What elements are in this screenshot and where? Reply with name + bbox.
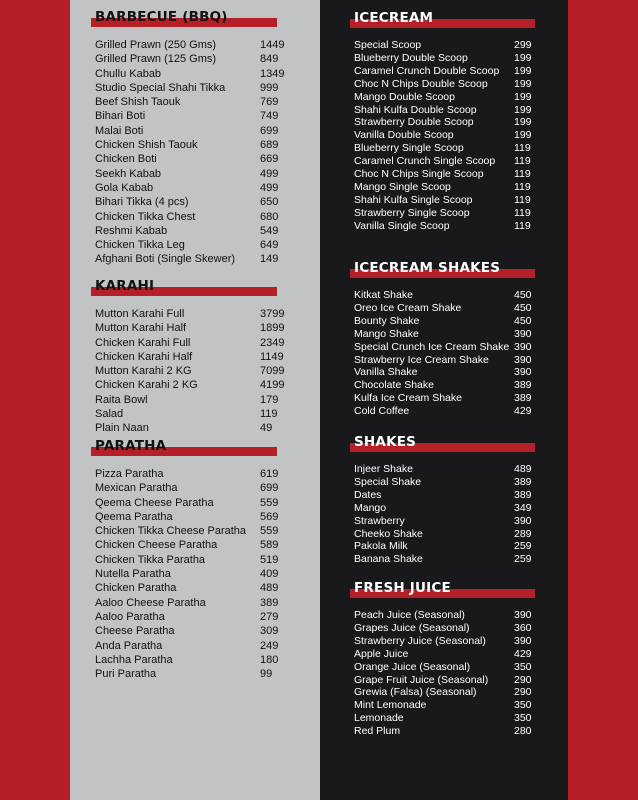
- item-name: Chicken Boti: [95, 153, 157, 166]
- section-bbq: [95, 8, 290, 267]
- item-name: Aaloo Paratha: [95, 610, 165, 623]
- item-name: Mango: [354, 501, 387, 514]
- item-list: [95, 38, 290, 267]
- menu-item: [354, 341, 540, 354]
- item-name: Chicken Shish Taouk: [95, 139, 198, 152]
- item-name: Cheese Paratha: [95, 625, 175, 638]
- section-title: BARBECUE (BBQ): [95, 9, 228, 25]
- menu-item: [354, 379, 540, 392]
- item-price: 429: [514, 647, 532, 660]
- item-price: 389: [514, 475, 532, 488]
- menu-item: [95, 467, 290, 481]
- menu-item: [354, 366, 540, 379]
- item-name: Vanilla Shake: [354, 366, 418, 379]
- item-name: Bihari Tikka (4 pcs): [95, 196, 189, 209]
- item-name: Banana Shake: [354, 553, 423, 566]
- item-name: Special Scoop: [354, 39, 422, 51]
- item-name: Vanilla Single Scoop: [354, 219, 450, 232]
- item-price: 559: [260, 496, 279, 509]
- item-price: 149: [260, 253, 279, 266]
- item-price: 259: [514, 553, 532, 566]
- item-price: 259: [514, 540, 532, 553]
- item-price: 290: [514, 686, 532, 699]
- menu-item: [354, 289, 540, 302]
- menu-item: [95, 167, 290, 181]
- menu-item: [95, 639, 290, 653]
- item-name: Shahi Kulfa Double Scoop: [354, 103, 477, 116]
- item-price: 499: [260, 167, 279, 180]
- item-name: Lachha Paratha: [95, 653, 173, 666]
- item-price: 290: [514, 673, 532, 686]
- menu-item: [354, 65, 540, 78]
- section-heading: [354, 9, 540, 31]
- menu-item: [95, 610, 290, 624]
- menu-item: [354, 635, 540, 648]
- menu-item: [95, 238, 290, 252]
- section-heading: [354, 259, 540, 281]
- menu-item: [95, 538, 290, 552]
- item-price: 199: [514, 116, 532, 129]
- item-name: Mint Lemonade: [354, 699, 427, 712]
- item-name: Qeema Cheese Paratha: [95, 496, 214, 509]
- item-price: 589: [260, 539, 279, 552]
- item-name: Mutton Karahi Full: [95, 308, 185, 320]
- section-title: PARATHA: [95, 438, 167, 454]
- menu-item: [354, 104, 540, 117]
- menu-item: [354, 553, 540, 566]
- menu-item: [95, 624, 290, 638]
- item-price: 409: [260, 568, 279, 581]
- item-price: 199: [514, 129, 532, 142]
- menu-item: [354, 405, 540, 418]
- section-heading: [354, 579, 540, 601]
- menu-item: [354, 622, 540, 635]
- item-list: [354, 609, 540, 738]
- menu-item: [95, 350, 290, 364]
- menu-item: [95, 667, 290, 681]
- menu-item: [354, 540, 540, 553]
- menu-item: [354, 194, 540, 207]
- item-name: Grewia (Falsa) (Seasonal): [354, 686, 477, 699]
- item-price: 350: [514, 712, 532, 725]
- item-price: 489: [260, 582, 279, 595]
- menu-item: [95, 181, 290, 195]
- item-price: 119: [514, 219, 531, 232]
- item-name: Bounty Shake: [354, 314, 420, 327]
- item-price: 3799: [260, 308, 285, 320]
- item-name: Pakola Milk: [354, 540, 408, 553]
- item-name: Kulfa Ice Cream Shake: [354, 392, 462, 405]
- item-name: Chicken Karahi Full: [95, 336, 191, 349]
- menu-item: [354, 609, 540, 622]
- item-name: Blueberry Double Scoop: [354, 51, 468, 64]
- item-name: Aaloo Cheese Paratha: [95, 596, 206, 609]
- menu-item: [354, 699, 540, 712]
- item-price: 249: [260, 639, 279, 652]
- menu-item: [354, 129, 540, 142]
- item-name: Seekh Kabab: [95, 167, 162, 180]
- item-name: Afghani Boti (Single Skewer): [95, 253, 236, 266]
- item-name: Chullu Kabab: [95, 67, 162, 80]
- menu-item: [354, 142, 540, 155]
- menu-item: [354, 725, 540, 738]
- menu-item: [95, 364, 290, 378]
- item-price: 199: [514, 51, 532, 64]
- menu-item: [95, 496, 290, 510]
- section-heading: [95, 277, 290, 299]
- section-title: KARAHI: [95, 278, 155, 294]
- menu-item: [95, 307, 290, 321]
- item-price: 390: [514, 609, 532, 621]
- item-price: 699: [260, 124, 279, 137]
- section-shakes: [354, 433, 540, 566]
- item-name: Salad: [95, 408, 124, 421]
- item-price: 429: [514, 405, 532, 418]
- item-price: 1899: [260, 322, 285, 335]
- item-price: 4199: [260, 379, 285, 392]
- menu-item: [95, 553, 290, 567]
- item-price: 199: [514, 77, 532, 90]
- item-price: 99: [260, 668, 273, 681]
- item-name: Puri Paratha: [95, 668, 157, 681]
- menu-item: [354, 302, 540, 315]
- item-name: Injeer Shake: [354, 463, 413, 475]
- item-price: 559: [260, 525, 279, 538]
- item-name: Mutton Karahi Half: [95, 322, 187, 335]
- item-name: Special Shake: [354, 475, 422, 488]
- item-name: Mango Single Scoop: [354, 180, 451, 193]
- menu-item: [95, 138, 290, 152]
- item-name: Cheeko Shake: [354, 527, 423, 540]
- item-name: Chicken Karahi Half: [95, 350, 193, 363]
- item-name: Reshmi Kabab: [95, 224, 168, 237]
- section-karahi: [95, 277, 290, 436]
- item-price: 999: [260, 81, 279, 94]
- menu-item: [95, 224, 290, 238]
- menu-item: [354, 648, 540, 661]
- menu-item: [95, 321, 290, 335]
- item-price: 390: [514, 353, 532, 366]
- item-price: 280: [514, 725, 532, 738]
- item-price: 119: [260, 408, 278, 421]
- menu-item: [354, 476, 540, 489]
- item-name: Orange Juice (Seasonal): [354, 660, 471, 673]
- item-price: 1449: [260, 39, 285, 51]
- item-price: 299: [514, 39, 532, 51]
- item-price: 849: [260, 53, 279, 66]
- item-name: Chicken Karahi 2 KG: [95, 379, 198, 392]
- item-price: 450: [514, 301, 532, 314]
- menu-item: [95, 510, 290, 524]
- item-name: Anda Paratha: [95, 639, 163, 652]
- item-price: 349: [514, 501, 532, 514]
- item-name: Studio Special Shahi Tikka: [95, 81, 226, 94]
- item-name: Vanilla Double Scoop: [354, 129, 454, 142]
- item-name: Mango Shake: [354, 327, 419, 340]
- menu-item: [354, 515, 540, 528]
- menu-item: [354, 315, 540, 328]
- section-paratha: [95, 437, 290, 681]
- menu-item: [95, 81, 290, 95]
- item-price: 360: [514, 621, 532, 634]
- menu-item: [354, 463, 540, 476]
- item-price: 119: [514, 155, 531, 168]
- item-name: Gola Kabab: [95, 181, 154, 194]
- item-price: 49: [260, 422, 273, 435]
- menu-item: [95, 95, 290, 109]
- menu-item: [354, 686, 540, 699]
- section-title: FRESH JUICE: [354, 580, 451, 596]
- item-price: 199: [514, 90, 532, 103]
- section-heading: [95, 8, 290, 30]
- item-name: Caramel Crunch Single Scoop: [354, 155, 496, 168]
- item-price: 549: [260, 224, 279, 237]
- item-price: 450: [514, 314, 532, 327]
- item-list: [95, 467, 290, 681]
- menu-item: [95, 393, 290, 407]
- item-price: 769: [260, 96, 279, 109]
- item-name: Strawberry Double Scoop: [354, 116, 474, 129]
- item-name: Malai Boti: [95, 124, 144, 137]
- item-name: Pizza Paratha: [95, 468, 164, 480]
- item-name: Mexican Paratha: [95, 482, 178, 495]
- item-name: Chicken Tikka Paratha: [95, 553, 206, 566]
- item-price: 1149: [260, 350, 284, 363]
- item-price: 199: [514, 64, 532, 77]
- item-name: Chicken Tikka Chest: [95, 210, 196, 223]
- item-name: Grilled Prawn (250 Gms): [95, 39, 217, 51]
- item-price: 450: [514, 289, 532, 301]
- item-name: Beef Shish Taouk: [95, 96, 181, 109]
- item-name: Mutton Karahi 2 KG: [95, 365, 192, 378]
- menu-item: [354, 674, 540, 687]
- item-name: Choc N Chips Single Scoop: [354, 168, 484, 181]
- item-name: Grapes Juice (Seasonal): [354, 621, 470, 634]
- item-price: 389: [514, 379, 532, 392]
- menu-item: [95, 195, 290, 209]
- item-name: Special Crunch Ice Cream Shake: [354, 340, 510, 353]
- item-price: 390: [514, 340, 532, 353]
- section-heading: [354, 433, 540, 455]
- section-heading: [95, 437, 290, 459]
- item-name: Mango Double Scoop: [354, 90, 455, 103]
- item-price: 2349: [260, 336, 285, 349]
- section-title: SHAKES: [354, 434, 417, 450]
- item-price: 389: [514, 488, 532, 501]
- menu-item: [95, 38, 290, 52]
- item-price: 519: [260, 553, 279, 566]
- item-price: 309: [260, 625, 279, 638]
- menu-item: [354, 328, 540, 341]
- item-name: Dates: [354, 488, 382, 501]
- item-price: 389: [260, 596, 279, 609]
- section-icecream-shakes: [354, 259, 540, 418]
- menu-item: [354, 502, 540, 515]
- menu-item: [354, 712, 540, 725]
- item-name: Apple Juice: [354, 647, 409, 660]
- menu-item: [354, 91, 540, 104]
- item-price: 350: [514, 699, 532, 712]
- item-name: Caramel Crunch Double Scoop: [354, 64, 500, 77]
- item-name: Lemonade: [354, 712, 404, 725]
- item-list: [354, 463, 540, 566]
- menu-item: [354, 181, 540, 194]
- item-name: Red Plum: [354, 725, 401, 738]
- item-name: Chicken Cheese Paratha: [95, 539, 218, 552]
- item-name: Shahi Kulfa Single Scoop: [354, 193, 473, 206]
- item-price: 649: [260, 239, 279, 252]
- item-price: 669: [260, 153, 279, 166]
- section-fresh-juice: [354, 579, 540, 738]
- section-title: ICECREAM SHAKES: [354, 260, 501, 276]
- menu-item: [354, 207, 540, 220]
- menu-item: [95, 481, 290, 495]
- item-name: Strawberry Ice Cream Shake: [354, 353, 489, 366]
- menu-item: [95, 210, 290, 224]
- item-price: 680: [260, 210, 279, 223]
- item-price: 119: [514, 193, 531, 206]
- menu-item: [95, 596, 290, 610]
- item-price: 390: [514, 327, 532, 340]
- item-name: Blueberry Single Scoop: [354, 142, 464, 155]
- item-price: 650: [260, 196, 279, 209]
- item-price: 180: [260, 653, 279, 666]
- item-name: Cold Coffee: [354, 405, 410, 418]
- menu-item: [95, 152, 290, 166]
- item-price: 749: [260, 110, 279, 123]
- item-price: 350: [514, 660, 532, 673]
- item-price: 689: [260, 139, 279, 152]
- menu-item: [95, 67, 290, 81]
- section-icecream: [354, 9, 540, 233]
- item-price: 489: [514, 463, 532, 475]
- menu-item: [95, 52, 290, 66]
- item-name: Chicken Tikka Leg: [95, 239, 185, 252]
- menu-item: [354, 528, 540, 541]
- item-price: 289: [514, 527, 532, 540]
- menu-item: [95, 336, 290, 350]
- menu-item: [95, 109, 290, 123]
- item-name: Raita Bowl: [95, 393, 148, 406]
- item-name: Strawberry Juice (Seasonal): [354, 634, 486, 647]
- menu-item: [354, 52, 540, 65]
- item-price: 119: [514, 142, 531, 155]
- item-name: Strawberry Single Scoop: [354, 206, 470, 219]
- menu-item: [95, 567, 290, 581]
- item-name: Strawberry: [354, 514, 405, 527]
- item-price: 199: [514, 103, 532, 116]
- item-name: Nutella Paratha: [95, 568, 171, 581]
- item-price: 390: [514, 514, 532, 527]
- item-price: 569: [260, 510, 279, 523]
- item-price: 1349: [260, 67, 285, 80]
- menu-item: [95, 581, 290, 595]
- menu-item: [354, 354, 540, 367]
- menu-item: [95, 653, 290, 667]
- menu-item: [95, 421, 290, 435]
- item-price: 119: [514, 180, 531, 193]
- item-price: 7099: [260, 365, 285, 378]
- item-price: 389: [514, 392, 532, 405]
- item-price: 699: [260, 482, 279, 495]
- item-name: Qeema Paratha: [95, 510, 173, 523]
- item-name: Chicken Tikka Cheese Paratha: [95, 525, 247, 538]
- item-name: Peach Juice (Seasonal): [354, 609, 465, 621]
- menu-item: [95, 524, 290, 538]
- item-price: 499: [260, 181, 279, 194]
- item-name: Plain Naan: [95, 422, 149, 435]
- menu-item: [354, 489, 540, 502]
- item-list: [95, 307, 290, 436]
- menu-item: [354, 78, 540, 91]
- item-list: [354, 289, 540, 418]
- item-name: Chicken Paratha: [95, 582, 177, 595]
- menu-item: [95, 378, 290, 392]
- item-name: Kitkat Shake: [354, 289, 413, 301]
- menu-item: [354, 116, 540, 129]
- section-title: ICECREAM: [354, 10, 434, 26]
- item-name: Oreo Ice Cream Shake: [354, 301, 462, 314]
- menu-item: [354, 168, 540, 181]
- menu-item: [95, 252, 290, 266]
- menu-item: [354, 392, 540, 405]
- menu-item: [95, 124, 290, 138]
- item-price: 119: [514, 206, 531, 219]
- item-name: Choc N Chips Double Scoop: [354, 77, 488, 90]
- item-price: 279: [260, 610, 279, 623]
- item-name: Bihari Boti: [95, 110, 146, 123]
- item-name: Grilled Prawn (125 Gms): [95, 53, 217, 66]
- item-price: 179: [260, 393, 279, 406]
- menu-item: [354, 220, 540, 233]
- item-price: 390: [514, 366, 532, 379]
- item-price: 619: [260, 468, 279, 480]
- item-list: [354, 39, 540, 233]
- menu-item: [95, 407, 290, 421]
- menu-item: [354, 155, 540, 168]
- item-price: 119: [514, 168, 531, 181]
- item-name: Chocolate Shake: [354, 379, 434, 392]
- item-price: 390: [514, 634, 532, 647]
- menu-item: [354, 661, 540, 674]
- menu-item: [354, 39, 540, 52]
- item-name: Grape Fruit Juice (Seasonal): [354, 673, 489, 686]
